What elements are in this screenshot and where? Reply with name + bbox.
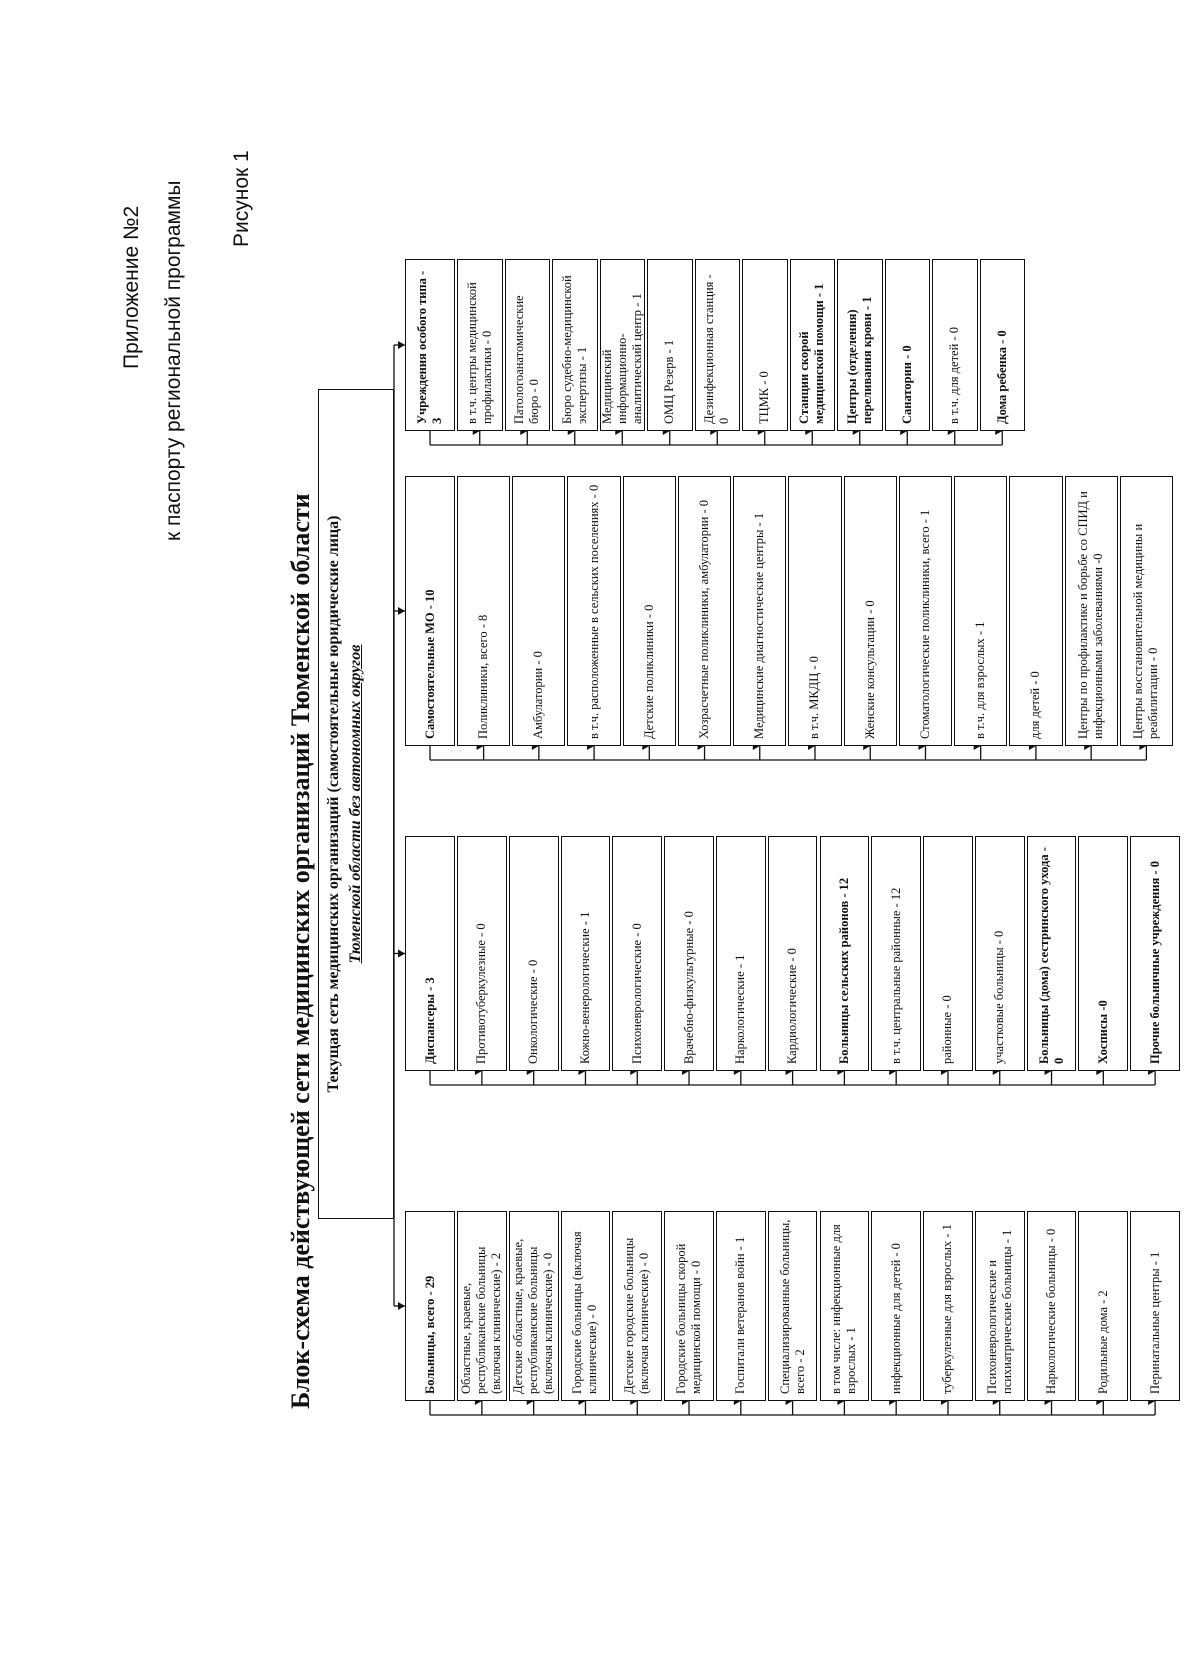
diagram-box-label: Дома ребенка - 0	[994, 330, 1009, 424]
diagram-box-hospitals	[1130, 1211, 1180, 1401]
diagram-box-label: участковые больницы - 0	[992, 930, 1007, 1064]
diagram-box-label: Врачебно-физкультурные - 0	[681, 911, 696, 1064]
diagram-box-label: Больницы (дома) сестринского ухода - 0	[1036, 847, 1066, 1064]
diagram-box-label: Кожно-венерологические - 1	[577, 911, 592, 1064]
diagram-box-independent-mo	[1009, 476, 1062, 746]
column-heading-independent-mo	[405, 476, 455, 746]
root-box-line2: Тюменской области без автономных округов	[347, 644, 364, 964]
diagram-box-label: в т.ч. для взрослых - 1	[973, 621, 988, 739]
diagram-box-dispensaries	[612, 836, 662, 1071]
diagram-box-dispensaries	[923, 836, 973, 1071]
diagram-box-label: Медицинский информационно-аналитический центр - 1	[599, 293, 644, 424]
diagram-box-label: Кардиологические - 0	[785, 948, 800, 1064]
diagram-box-dispensaries	[1027, 836, 1077, 1071]
appendix-label: Приложение №2	[120, 205, 143, 369]
diagram-box-label: Станции скорой медицинской помощи - 1	[797, 283, 827, 424]
diagram-box-independent-mo	[1120, 476, 1173, 746]
diagram-box-independent-mo	[512, 476, 565, 746]
diagram-box-special-type	[600, 259, 646, 431]
diagram-box-label: Психоневрологические - 0	[629, 923, 644, 1064]
diagram-box-label: Стоматологические поликлиники, всего - 1	[917, 509, 932, 739]
diagram-box-dispensaries	[457, 836, 507, 1071]
diagram-box-independent-mo	[567, 476, 620, 746]
diagram-box-label: Амбулатории - 0	[531, 651, 546, 739]
diagram-box-label: районные - 0	[940, 995, 955, 1064]
diagram-box-label: в том числе: инфекционные для взрослых - 1	[829, 1224, 859, 1394]
diagram-box-hospitals	[716, 1211, 766, 1401]
diagram-box-label: Больницы сельских районов - 12	[836, 877, 851, 1064]
diagram-box-special-type	[932, 259, 978, 431]
diagram-box-label: Противотуберкулезные - 0	[474, 923, 489, 1064]
diagram-box-dispensaries	[820, 836, 870, 1071]
diagram-box-label: Наркологические больницы - 0	[1044, 1228, 1059, 1394]
diagram-box-special-type	[885, 259, 931, 431]
column-heading-text: Диспансеры - 3	[422, 977, 437, 1064]
diagram-box-label: инфекционные для детей - 0	[888, 1243, 903, 1394]
column-heading-special-type	[405, 259, 455, 431]
diagram-box-hospitals	[923, 1211, 973, 1401]
diagram-box-label: Онкологические - 0	[526, 959, 541, 1064]
diagram-box-label: Дезинфекционная станция - 0	[702, 274, 732, 424]
diagram-box-special-type	[647, 259, 693, 431]
diagram-box-label: Психоневрологические и психиатрические больницы - 1	[984, 1229, 1014, 1394]
diagram-box-label: Санатории - 0	[899, 345, 914, 424]
diagram-box-label: Специализированные больницы, всего - 2	[777, 1219, 807, 1394]
diagram-box-dispensaries	[1078, 836, 1128, 1071]
column-heading-dispensaries	[405, 836, 455, 1071]
diagram-title: Блок-схема действующей сети медицинских организаций Тюменской области	[286, 493, 315, 1409]
diagram-box-hospitals	[1078, 1211, 1128, 1401]
diagram-box-independent-mo	[733, 476, 786, 746]
diagram-box-label: Медицинские диагностические центры - 1	[752, 512, 767, 739]
diagram-box-hospitals	[561, 1211, 611, 1401]
diagram-box-independent-mo	[678, 476, 731, 746]
diagram-box-special-type	[457, 259, 503, 431]
diagram-box-label: в т.ч. расположенные в сельских поселениях - 0	[586, 484, 601, 739]
diagram-box-hospitals	[768, 1211, 818, 1401]
diagram-box-label: в т.ч. центральные районные - 12	[888, 887, 903, 1064]
diagram-box-label: Родильные дома - 2	[1095, 1290, 1110, 1394]
diagram-box-special-type	[742, 259, 788, 431]
passport-label: к паспорту региональной программы	[162, 180, 185, 541]
diagram-box-label: Детские городские больницы (включая клинические) - 0	[622, 1237, 652, 1394]
diagram-box-special-type	[695, 259, 741, 431]
diagram-box-label: туберкулезные для взрослых - 1	[940, 1224, 955, 1394]
diagram-box-independent-mo	[844, 476, 897, 746]
column-heading-text: Учреждения особого типа - 3	[415, 270, 444, 424]
diagram-box-dispensaries	[664, 836, 714, 1071]
diagram-box-hospitals	[457, 1211, 507, 1401]
diagram-box-label: Перинатальные центры - 1	[1147, 1251, 1162, 1394]
diagram-box-special-type	[505, 259, 551, 431]
column-heading-hospitals	[405, 1211, 455, 1401]
diagram-box-label: Городские больницы скорой медицинской помощи - 0	[674, 1243, 704, 1394]
diagram-box-label: Поликлиники, всего - 8	[476, 614, 491, 739]
diagram-box-label: Патологоанатомические бюро - 0	[512, 295, 542, 424]
diagram-box-dispensaries	[975, 836, 1025, 1071]
diagram-box-dispensaries	[871, 836, 921, 1071]
diagram-box-label: в т.ч. МКДЦ - 0	[807, 656, 822, 739]
diagram-box-independent-mo	[623, 476, 676, 746]
diagram-box-label: Детские поликлиники - 0	[641, 604, 656, 739]
diagram-box-independent-mo	[954, 476, 1007, 746]
diagram-box-label: Госпитали ветеранов войн - 1	[733, 1236, 748, 1394]
diagram-box-label: Наркологические - 1	[733, 954, 748, 1064]
diagram-box-label: ТЦМК - 0	[757, 371, 772, 424]
diagram-box-label: Центры восстановительной медицины и реабилитации - 0	[1131, 523, 1161, 739]
diagram-box-special-type	[552, 259, 598, 431]
diagram-box-special-type	[980, 259, 1026, 431]
diagram-box-independent-mo	[1065, 476, 1118, 746]
diagram-box-dispensaries	[768, 836, 818, 1071]
diagram-box-label: Городские больницы (включая клинические) - 0	[570, 1231, 600, 1394]
diagram-box-label: Детские областные, краевые, республиканские больницы (включая клинические) - 0	[511, 1238, 556, 1394]
diagram-box-label: Хозрасчетные поликлиники, амбулатории - 0	[697, 499, 712, 739]
figure-label: Рисунок 1	[230, 150, 253, 247]
diagram-box-hospitals	[820, 1211, 870, 1401]
diagram-box-hospitals	[975, 1211, 1025, 1401]
diagram-box-dispensaries	[1130, 836, 1180, 1071]
diagram-box-label: Областные, краевые, республиканские больницы (включая клинические) - 2	[459, 1246, 504, 1394]
diagram-box-special-type	[790, 259, 836, 431]
column-heading-text: Самостоятельные МО - 10	[422, 589, 437, 739]
diagram-box-dispensaries	[561, 836, 611, 1071]
diagram-box-hospitals	[1027, 1211, 1077, 1401]
diagram-box-label: Центры по профилактике и борьбе со СПИД и инфекционными заболеваниями -0	[1076, 491, 1106, 739]
diagram-box-label: ОМЦ Резерв - 1	[662, 339, 677, 424]
diagram-box-label: Женские консультации - 0	[862, 600, 877, 739]
diagram-box-independent-mo	[788, 476, 841, 746]
diagram-box-hospitals	[871, 1211, 921, 1401]
diagram-box-label: Хосписы -0	[1095, 1000, 1110, 1064]
diagram-box-hospitals	[664, 1211, 714, 1401]
diagram-box-hospitals	[612, 1211, 662, 1401]
diagram-box-independent-mo	[457, 476, 510, 746]
diagram-box-label: Центры (отделения) переливания крови - 1	[844, 296, 874, 424]
diagram-box-label: Бюро судебно-медицинской экспертизы - 1	[559, 275, 589, 424]
diagram-box-label: для детей - 0	[1028, 671, 1043, 739]
root-box-line1: Текущая сеть медицинских организаций (самостоятельные юридические лица)	[325, 515, 342, 1093]
column-heading-text: Больницы, всего - 29	[422, 1275, 437, 1394]
diagram-box-label: в т.ч. для детей - 0	[947, 327, 962, 424]
diagram-box-hospitals	[509, 1211, 559, 1401]
diagram-box-dispensaries	[509, 836, 559, 1071]
diagram-box-label: Прочие больничные учреждения - 0	[1147, 861, 1162, 1064]
diagram-box-independent-mo	[899, 476, 952, 746]
diagram-box-label: в т.ч. центры медицинской профилактики - 0	[464, 282, 494, 424]
diagram-box-dispensaries	[716, 836, 766, 1071]
diagram-box-special-type	[837, 259, 883, 431]
